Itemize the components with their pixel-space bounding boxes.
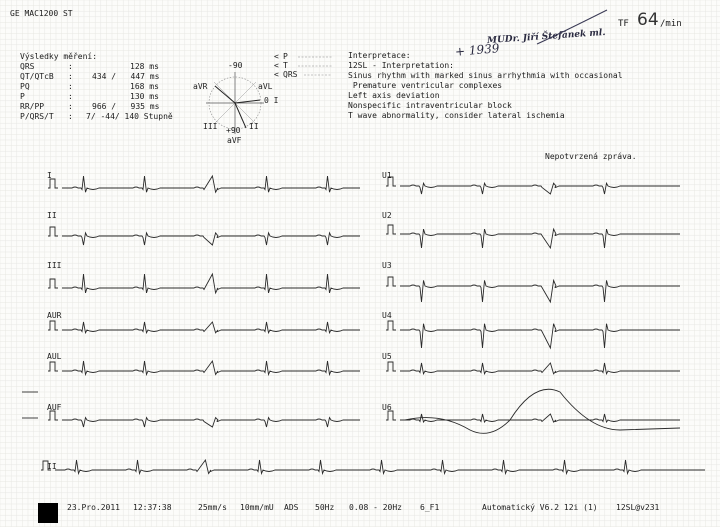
footer-date: 23.Pro.2011 [67,503,120,512]
interpretation-line: T wave abnormality, consider lateral ischemia [348,111,565,120]
measure-name: QRS [20,62,35,71]
lead-trace-right-4 [400,363,680,374]
axis-avf-label: aVF [227,136,242,145]
legend-t: T [283,61,288,70]
corner-marker [38,503,58,523]
legend-p: P [283,52,288,61]
lead-label-rhythm: II [47,462,57,471]
measure-value: 434 / 447 ms [92,72,160,81]
measure-name: PQ [20,82,30,91]
lead-trace-v6-wander [405,389,680,433]
handwritten-note: + 1939 [454,41,500,59]
lead-label-v2: U2 [382,211,392,220]
footer-mains: 50Hz [315,503,335,512]
footer-format: 6_F1 [420,503,440,512]
interpretation-title: Interpretace: [348,51,411,60]
calibration-pulse [48,362,58,371]
footer-speed: 25mm/s [198,503,227,512]
lead-label-iii: III [47,261,62,270]
lead-trace-left-0 [62,176,360,192]
measure-colon: : [68,72,73,81]
interpretation-line: Nonspecific intraventricular block [348,101,512,110]
calibration-pulse [48,321,58,330]
lead-label-v4: U4 [382,311,392,320]
measure-colon: : [68,62,73,71]
measure-colon: : [68,112,73,121]
interpretation-line: Sinus rhythm with marked sinus arrhythmia with occasional [348,71,623,80]
measure-colon: : [68,92,73,101]
lead-trace-right-3 [400,324,680,348]
axis-lead-i-label: 0 I [264,96,279,105]
footer-mode: Automatický V6.2 12i (1) [482,503,598,512]
axis-bottom-label: +90 [226,126,241,135]
calibration-pulse [48,279,58,288]
legend-mark: < [274,70,279,79]
calibration-pulse [48,179,58,188]
lead-label-v6: U6 [382,403,392,412]
measure-value: 168 ms [130,82,159,91]
calibration-pulse [386,321,396,330]
lead-trace-left-1 [62,233,360,245]
lead-trace-left-5 [62,418,360,427]
lead-trace-right-2 [400,280,680,302]
measure-value: 130 ms [130,92,159,101]
lead-label-i: I [47,171,52,180]
lead-label-ii: II [47,211,57,220]
calibration-pulse [386,277,396,286]
measure-colon: : [68,102,73,111]
legend-qrs: QRS [283,70,298,79]
measure-name: RR/PP [20,102,45,111]
footer-version: 12SL@v231 [616,503,660,512]
calibration-pulse [386,411,396,420]
tf-label: TF [618,19,629,29]
interpretation-line: Left axis deviation [348,91,440,100]
rhythm-strip-trace [55,460,705,474]
lead-label-v5: U5 [382,352,392,361]
lead-label-avr: AUR [47,311,62,320]
footer-ads: ADS [284,503,299,512]
axis-lead-iii-label: III [203,122,218,131]
measure-value: 966 / 935 ms [92,102,160,111]
measurements-title: Výsledky měření: [20,52,98,61]
footer-filter: 0.08 - 20Hz [349,503,402,512]
lead-label-v1: U1 [382,171,392,180]
footer-gain: 10mm/mU [240,503,274,512]
lead-label-v3: U3 [382,261,392,270]
device-name: GE MAC1200 ST [10,9,73,18]
calibration-pulse [386,362,396,371]
heart-rate-value: 64 [637,10,659,30]
lead-trace-left-2 [62,274,360,293]
legend-mark: < [274,52,279,61]
measure-value: 7/ -44/ 140 Stupně [86,112,173,121]
calibration-pulse [48,411,58,420]
measure-value: 128 ms [130,62,159,71]
interpretation-line: Premature ventricular complexes [348,81,503,90]
interpretation-subtitle: 12SL - Interpretation: [348,61,454,70]
lead-label-avf: AUF [47,403,62,412]
measure-name: P [20,92,25,101]
lead-label-avl: AUL [47,352,62,361]
footer-time: 12:37:38 [133,503,172,512]
axis-lead-ii-label: II [249,122,259,131]
axis-avl-label: aVL [258,82,273,91]
measure-name: P/QRS/T [20,112,54,121]
measure-name: QT/QTcB [20,72,54,81]
heart-rate-unit: /min [660,19,682,29]
measure-colon: : [68,82,73,91]
calibration-pulse [48,227,58,236]
legend-mark: < [274,61,279,70]
axis-top-label: -90 [228,61,243,70]
lead-trace-right-5 [400,414,680,422]
lead-trace-right-0 [400,183,680,194]
unconfirmed-report: Nepotvrzená zpráva. [545,152,637,161]
lead-trace-left-3 [62,322,360,333]
doctor-stamp: MUDr. Jiří Štefánek ml. [486,27,606,47]
axis-avr-label: aVR [193,82,208,91]
lead-trace-left-4 [62,361,360,375]
lead-trace-right-1 [400,229,680,248]
calibration-pulse [386,225,396,234]
